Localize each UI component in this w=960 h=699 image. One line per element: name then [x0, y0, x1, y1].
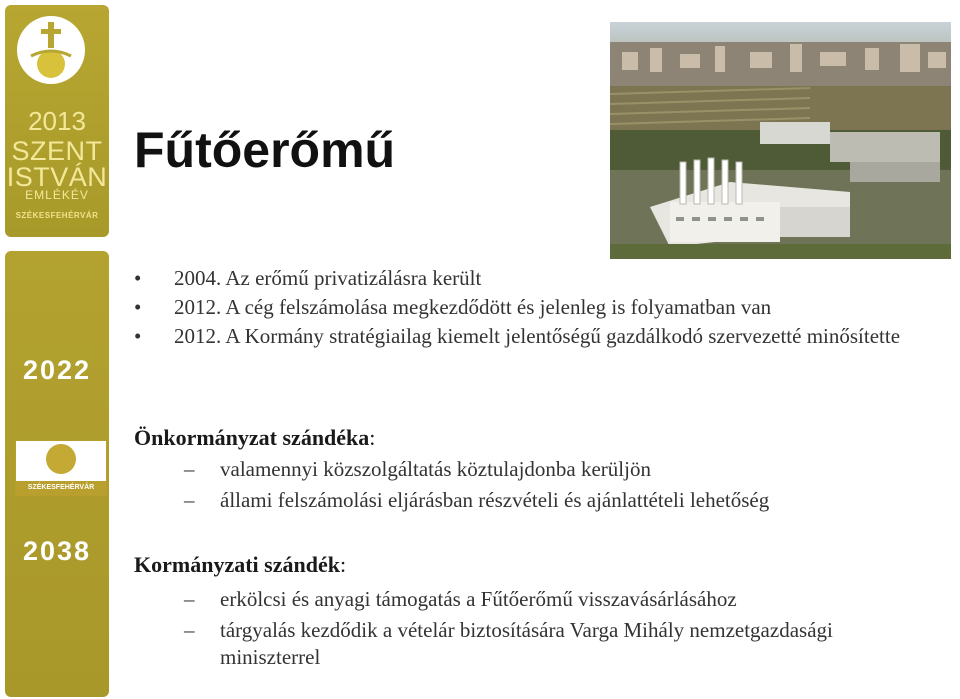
city-emblem-icon	[46, 444, 76, 474]
section-heading-bold: Önkormányzat szándéka	[134, 425, 370, 450]
section-heading-tail: :	[369, 425, 376, 450]
slide-title: Fűtőerőmű	[134, 122, 396, 178]
emlekev-word-istvan: ISTVÁN	[6, 162, 108, 192]
emlekev-word-emlekev: EMLÉKÉV	[25, 188, 89, 202]
dash-marker: –	[184, 488, 195, 512]
list-item	[184, 617, 844, 671]
list-item	[184, 586, 954, 613]
bullet-marker: •	[134, 324, 142, 348]
dash-marker: –	[184, 457, 195, 481]
city-logo	[15, 440, 107, 496]
bullet-marker: •	[134, 266, 142, 290]
dash-marker: –	[184, 587, 195, 611]
bullet-text: 2012. A Kormány stratégiailag kiemelt jelentőségű gazdálkodó szervezetté minősítette	[174, 324, 901, 348]
year-2038: 2038	[22, 536, 92, 566]
section-heading-kormanyzati	[134, 552, 346, 578]
list-item	[134, 322, 954, 351]
bullet-list	[134, 264, 954, 351]
dash-list-onkormanyzat	[184, 456, 954, 514]
emlekev-year: 2013	[28, 106, 86, 136]
emlekev-word-szent: SZENT	[11, 136, 103, 166]
list-item	[184, 487, 954, 514]
emlekev-logo-icon	[17, 16, 85, 84]
city-logo-label: SZÉKESFEHÉRVÁR	[16, 481, 106, 495]
list-item	[134, 293, 954, 322]
dash-list-kormanyzati	[184, 586, 954, 671]
dash-text: erkölcsi és anyagi támogatás a Fűtőerőmű visszavásárlásához	[220, 587, 737, 611]
dash-text: tárgyalás kezdődik a vételár biztosítására Varga Mihály nemzetgazdasági miniszterrel	[220, 618, 833, 669]
section-heading-onkormanyzat	[134, 425, 375, 451]
list-item	[184, 456, 954, 483]
bullet-marker: •	[134, 295, 142, 319]
emlekev-city: SZÉKESFEHÉRVÁR	[15, 211, 99, 220]
section-heading-tail: :	[339, 552, 347, 577]
bullet-text: 2012. A cég felszámolása megkezdődött és jelenleg is folyamatban van	[174, 295, 772, 319]
list-item	[134, 264, 954, 293]
section-heading-bold: Kormányzati szándék	[134, 552, 340, 577]
sidebar	[0, 0, 113, 699]
power-plant-photo	[610, 22, 951, 259]
dash-text: állami felszámolási eljárásban részvételi és ajánlattételi lehetőség	[220, 488, 770, 512]
year-2022: 2022	[22, 355, 92, 385]
dash-marker: –	[184, 618, 195, 642]
dash-text: valamennyi közszolgáltatás köztulajdonba kerüljön	[220, 457, 651, 481]
bullet-text: 2004. Az erőmű privatizálásra került	[174, 266, 482, 290]
